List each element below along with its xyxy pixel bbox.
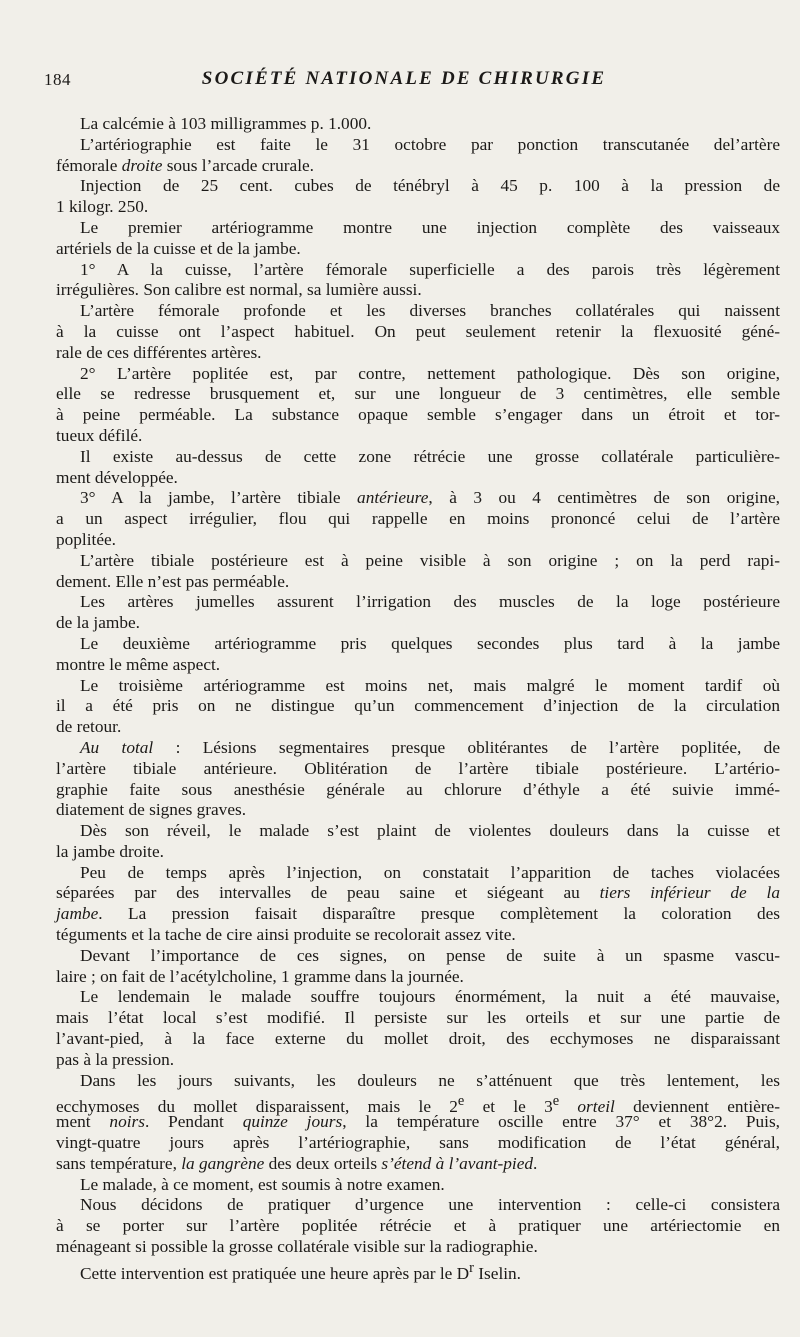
- text-line: 2° L’artère poplitée est, par contre, nettement pathologique. Dès son origine,: [80, 363, 780, 383]
- text-line: Le premier artériogramme montre une injection complète des vaisseaux: [80, 217, 780, 237]
- text-line: jambe. La pression faisait disparaître presque complètement la coloration des: [56, 904, 780, 924]
- text-line: montre le même aspect.: [56, 654, 221, 674]
- text-line: Injection de 25 cent. cubes de ténébryl à 45 p. 100 à la pression de: [80, 176, 780, 196]
- text-line: graphie faite sous anesthésie générale au chlorure d’éthyle a été suivie immé-: [56, 779, 780, 799]
- text-line: Le deuxième artériogramme pris quelques secondes plus tard à la jambe: [80, 633, 780, 653]
- text-line: Le malade, à ce moment, est soumis à notre examen.: [80, 1174, 445, 1194]
- text-line: séparées par des intervalles de peau saine et siégeant au tiers inférieur de la: [56, 883, 780, 903]
- text-line: L’artériographie est faite le 31 octobre par ponction transcutanée del’artère: [80, 134, 780, 154]
- text-line: laire ; on fait de l’acétylcholine, 1 gramme dans la journée.: [56, 966, 464, 986]
- text-line: l’artère tibiale antérieure. Oblitération de l’artère tibiale postérieure. L’artério-: [56, 758, 780, 778]
- text-line: fémorale droite sous l’arcade crurale.: [56, 155, 314, 175]
- text-line: il a été pris on ne distingue qu’un commencement d’injection de la circulation: [56, 696, 780, 716]
- text-line: Au total : Lésions segmentaires presque oblitérantes de l’artère poplitée, de: [80, 737, 780, 757]
- text-line: ménageant si possible la grosse collatérale visible sur la radiographie.: [56, 1237, 538, 1257]
- text-line: à peine perméable. La substance opaque semble s’engager dans un étroit et tor-: [56, 405, 780, 425]
- text-line: tueux défilé.: [56, 425, 143, 445]
- text-line: pas à la pression.: [56, 1049, 175, 1069]
- text-line: téguments et la tache de cire ainsi produite se recolorait assez vite.: [56, 925, 516, 945]
- text-line: ment noirs. Pendant quinze jours, la température oscille entre 37° et 38°2. Puis,: [56, 1112, 780, 1132]
- text-line: L’artère tibiale postérieure est à peine visible à son origine ; on la perd rapi-: [80, 550, 780, 570]
- running-head: [44, 70, 764, 96]
- body-text: [56, 114, 780, 1283]
- text-line: de retour.: [56, 717, 122, 737]
- text-line: vingt-quatre jours après l’artériographie, sans modification de l’état général,: [56, 1133, 780, 1153]
- text-line: poplitée.: [56, 529, 116, 549]
- text-line: Le lendemain le malade souffre toujours énormément, la nuit a été mauvaise,: [80, 987, 780, 1007]
- page-number: 184: [44, 70, 71, 89]
- text-line: ecchymoses du mollet disparaissent, mais le 2e et le 3e orteil deviennent entière-: [56, 1093, 780, 1117]
- text-line: Les artères jumelles assurent l’irrigation des muscles de la loge postérieure: [80, 592, 780, 612]
- text-line: L’artère fémorale profonde et les diverses branches collatérales qui naissent: [80, 301, 780, 321]
- text-line: à se porter sur l’artère poplitée rétrécie et à pratiquer une artériectomie en: [56, 1216, 780, 1236]
- text-line: 1° A la cuisse, l’artère fémorale superficielle a des parois très légèrement: [80, 259, 780, 279]
- text-line: dement. Elle n’est pas perméable.: [56, 571, 290, 591]
- text-line: rale de ces différentes artères.: [56, 342, 262, 362]
- journal-title: SOCIÉTÉ NATIONALE DE CHIRURGIE: [201, 68, 607, 89]
- text-line: elle se redresse brusquement et, sur une longueur de 3 centimètres, elle semble: [56, 384, 780, 404]
- text-line: Nous décidons de pratiquer d’urgence une intervention : celle-ci consistera: [80, 1195, 780, 1215]
- text-line: sans température, la gangrène des deux orteils s’étend à l’avant-pied.: [56, 1153, 538, 1173]
- text-line: a un aspect irrégulier, flou qui rappelle en moins prononcé celui de l’artère: [56, 509, 780, 529]
- text-line: La calcémie à 103 milligrammes p. 1.000.: [80, 114, 372, 133]
- text-line: Le troisième artériogramme est moins net, mais malgré le moment tardif où: [80, 675, 780, 695]
- text-line: diatement de signes graves.: [56, 800, 247, 820]
- text-line: 3° A la jambe, l’artère tibiale antérieure, à 3 ou 4 centimètres de son origine,: [80, 488, 780, 508]
- text-line: de la jambe.: [56, 613, 140, 633]
- text-line: artériels de la cuisse et de la jambe.: [56, 238, 301, 258]
- text-line: Dans les jours suivants, les douleurs ne s’atténuent que très lentement, les: [80, 1070, 780, 1090]
- text-line: à la cuisse ont l’aspect habituel. On peut seulement retenir la flexuosité géné-: [56, 321, 780, 341]
- text-line: irrégulières. Son calibre est normal, sa lumière aussi.: [56, 280, 422, 300]
- text-line: 1 kilogr. 250.: [56, 197, 149, 217]
- text-line: ment développée.: [56, 467, 178, 487]
- text-line: Peu de temps après l’injection, on constatait l’apparition de taches violacées: [80, 862, 780, 882]
- text-line: la jambe droite.: [56, 841, 164, 861]
- text-line: Devant l’importance de ces signes, on pense de suite à un spasme vascu-: [80, 945, 780, 965]
- text-line: mais l’état local s’est modifié. Il persiste sur les orteils et sur une partie de: [56, 1008, 780, 1028]
- text-line: Cette intervention est pratiquée une heure après par le $D^r$ Iselin.: [80, 1259, 522, 1283]
- text-line: l’avant-pied, à la face externe du mollet droit, des ecchymoses ne disparaissant: [56, 1029, 780, 1049]
- text-line: Dès son réveil, le malade s’est plaint de violentes douleurs dans la cuisse et: [80, 821, 780, 841]
- text-line: Il existe au-dessus de cette zone rétrécie une grosse collatérale particulière-: [80, 446, 780, 466]
